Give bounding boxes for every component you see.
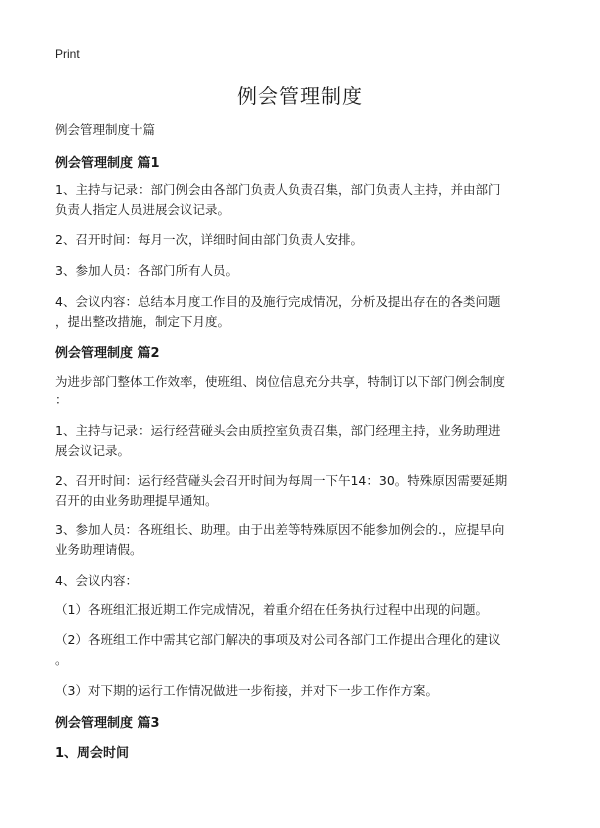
paragraph-line: （3）对下期的运行工作情况做进一步衔接，并对下一步工作作方案。	[55, 683, 438, 698]
paragraph-line: 负责人指定人员进展会议记录。	[55, 202, 231, 217]
paragraph-line: （1）各班组汇报近期工作完成情况，着重介绍在任务执行过程中出现的问题。	[55, 602, 488, 617]
paragraph-line: 3、参加人员：各班组长、助理。由于出差等特殊原因不能参加例会的.，应提早向	[55, 522, 505, 537]
sub-heading: 1、周会时间	[55, 746, 130, 761]
section-heading-2: 例会管理制度 篇2	[55, 346, 160, 361]
paragraph-line: 为进步部门整体工作效率，使班组、岗位信息充分共享，特制订以下部门例会制度	[55, 374, 506, 389]
paragraph-line: ，提出整改措施，制定下月度。	[55, 314, 231, 329]
section-heading-3: 例会管理制度 篇3	[55, 716, 160, 731]
paragraph-line: 3、参加人员：各部门所有人员。	[55, 263, 238, 278]
subtitle: 例会管理制度十篇	[55, 122, 156, 137]
paragraph-line: ：	[55, 392, 68, 407]
paragraph-line: 2、召开时间：每月一次，详细时间由部门负责人安排。	[55, 232, 363, 247]
paragraph-line: 1、主持与记录：部门例会由各部门负责人负责召集，部门负责人主持，并由部门	[55, 182, 501, 197]
page-title: 例会管理制度	[237, 84, 363, 108]
paragraph-line: 业务助理请假。	[55, 542, 143, 557]
paragraph-line: （2）各班组工作中需其它部门解决的事项及对公司各部门工作提出合理化的建议	[55, 632, 501, 647]
paragraph-line: 4、会议内容：	[55, 573, 138, 588]
paragraph-line: 展会议记录。	[55, 443, 131, 458]
paragraph-line: 1、主持与记录：运行经营碰头会由质控室负责召集，部门经理主持，业务助理进	[55, 423, 501, 438]
paragraph-line: 4、会议内容：总结本月度工作目的及施行完成情况，分析及提出存在的各类问题	[55, 294, 501, 309]
paragraph-line: 。	[55, 652, 68, 667]
section-heading-1: 例会管理制度 篇1	[55, 156, 160, 171]
paragraph-line: 2、召开时间：运行经营碰头会召开时间为每周一下午14：30。特殊原因需要延期	[55, 473, 508, 488]
paragraph-line: 召开的由业务助理提早通知。	[55, 493, 218, 508]
print-link[interactable]: Print	[55, 47, 80, 61]
